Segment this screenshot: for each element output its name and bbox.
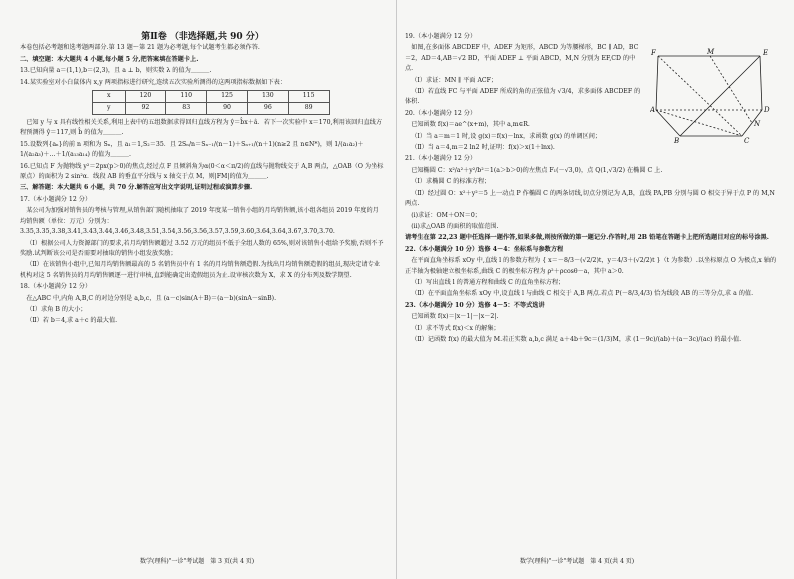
polyhedron-figure [650,48,772,144]
question-18-title: 18.（本小题满分 12 分） [20,283,92,291]
part-note: 本卷包括必考题和选考题两部分.第 13 题～第 21 题为必考题,每个试题考生都必须作答. [20,44,260,52]
table-cell: 96 [247,103,288,115]
question-23-part2: （Ⅱ）记函数 f(x) 的最大值为 M.若正实数 a,b,c 满足 a＋4b＋9c＝(1/3)M，求 (1－9c)/(ab)＋(a－3c)/(ac) 的最小值. [411,335,742,343]
figure-label: N [754,120,761,128]
question-21-part2i: (ⅰ)求证：OM＋ON＝0； [411,211,481,219]
question-18-text: 在△ABC 中,内角 A,B,C 的对边分别是 a,b,c，且 (a－c)sin(A＋B)＝(a－b)(sinA－sinB). [26,294,277,302]
table-cell: y [93,103,126,115]
left-page-footer: 数学(理科)"一诊"考试题 第 3 页(共 4 页) [140,558,255,565]
question-14-intro: 14.某实验室对小白鼠体内 x,y 两项指标进行研究,连续五次实验所测得的这两项指标数据如下表： [20,78,287,86]
question-14-text: 已知 y 与 x 具有线性相关关系,利用上表中的五组数据求得回归直线方程为 ŷ＝b̂x＋â．若下一次实验中 x＝170,利用该回归直线方程预测得 ŷ＝117,则 b̂ 的值为＿＿＿. [20,119,383,137]
question-15: 15.设数列{aₙ}的前 n 项和为 Sₙ，且 a₁＝1,S₂＝35．且 2Sₙ/n＝Sₙ₋₁/(n－1)＋Sₙ₊₁/(n＋1)(n≥2 且 n∈N*)，则 1/(a₁a₂)＋1/(a₂a₃)＋…＋1/(a₁₃a₁₄) 的值为＿＿＿. [20,140,364,159]
figure-label: A [650,106,656,114]
figure-label: B [674,137,680,144]
table-row [93,91,330,103]
question-21-part2ii: (ⅱ)求△OAB 的面积的取值范围. [411,222,499,230]
question-16: 16.已知点 F 为抛物线 y²＝2px(p＞0)的焦点,经过点 F 且倾斜角为α(0＜α＜π/2)的直线与抛物线交于 A,B 两点，△OAB（O 为坐标原点）的面积为 2 sin²α．线段 AB 的垂直平分线与 x 轴交于点 M，则|FM|的值为＿＿＿. [20,162,384,181]
question-22-part2: （Ⅱ）在平面直角坐标系 xOy 中,设直线 l 与曲线 C 相交于 A,B 两点.若点 P(－8/3,4/3) 恰为线段 AB 的三等分点,求 a 的值. [411,290,754,298]
question-17-title: 17.（本小题满分 12 分） [20,195,92,203]
table-cell: 89 [288,103,329,115]
part-title: 第Ⅱ卷 （非选择题,共 90 分） [141,32,264,42]
question-18-part1: （Ⅰ）求角 B 的大小； [26,305,87,313]
table-cell: 92 [125,103,166,115]
table-cell: 115 [288,91,329,103]
question-21-text: 已知椭圆 C：x²/a²＋y²/b²＝1(a＞b＞0)的左焦点 F₁(－√3,0)，点 Q(1,√3/2) 在椭圆 C 上. [411,166,663,174]
question-23-part1: （Ⅰ）求不等式 f(x)＜x 的解集； [411,324,500,332]
question-17-part2: （Ⅱ）在该销售小组中,已知月均销售额最高的 5 名销售员中有 1 名的月均销售额造假.为找出月均销售额造假的组员,现决定请专业机构对这 5 名销售员的月均销售额逐一进行审核,直到能确定出造假组员为止.设审核次数为 X，求 X 的分布列及数学期望. [20,261,380,279]
table-cell: 130 [247,91,288,103]
question-20-text: 已知函数 f(x)＝ae^(x+m)，其中 a,m∈R. [411,121,530,129]
data-table [92,90,330,115]
question-19-title: 19.（本小题满分 12 分） [405,33,477,40]
question-21-part2: （Ⅱ）经过圆 O：x²＋y²＝5 上一动点 P 作椭圆 C 的两条切线,切点分别记为 A,B，直线 PA,PB 分别与圆 O 相交于异于点 P 的 M,N 两点. [405,189,775,208]
question-23-title: 23.（本小题满分 10 分）选修 4－5：不等式选讲 [405,301,545,309]
table-cell: 110 [166,91,207,103]
question-22-title: 22.（本小题满分 10 分）选修 4－4：坐标系与参数方程 [405,245,564,253]
figure-label: D [764,106,770,114]
question-13: 13.已知向量 a＝(1,1),b＝(2,3)，且 a ⊥ b，则实数 λ 的值为＿＿＿. [20,67,212,75]
question-23-text: 已知函数 f(x)＝|x－1|－|x－2|. [411,313,499,321]
question-20-part1: （Ⅰ）当 a＝m＝1 时,设 g(x)＝f(x)－lnx，求函数 g(x) 的单调区间； [411,132,602,140]
page-fold-divider [396,0,397,579]
elective-note: 请考生在第 22,23 题中任选择一题作答,如果多做,则按所做的第一题记分.作答时,用 2B 铅笔在答题卡上把所选题目对应的标号涂黑. [405,234,769,242]
question-22-part1: （Ⅰ）写出直线 l 的普通方程和曲线 C 的直角坐标方程； [411,278,565,286]
question-19-text: 如图,在多面体 ABCDEF 中，ADEF 为矩形，ABCD 为等腰梯形，BC ∥ AD，BC＝2，AD＝4,AB＝√2 BD，平面 ADEF ⊥ 平面 ABCD，M,N 分别为 EF,CD 的中点. [405,44,639,73]
table-cell: 125 [207,91,248,103]
table-cell: x [93,91,126,103]
question-22-text: 在平面直角坐标系 xOy 中,直线 l 的参数方程为 { x＝－8/3－(√2/2)t，y＝4/3＋(√2/2)t }（t 为参数）.以坐标原点 O 为极点,x 轴的正半轴为极轴建立极坐标系,曲线 C 的极坐标方程为 ρ²＋ρcosθ－a，其中 a＞0. [405,257,777,275]
question-17-text: 某公司为加强对销售员的考核与管理,从销售部门随机抽取了 2019 年度某一销售小组的月均销售额,该小组各组员 2019 年度的月均销售额（单位：万元）分别为：3.35,3.35,3.38,3.41,3.43,3.44,3.46,3.48,3.51,3.54,3.56,3.56,3.57,3.59,3.60,3.64,3.64,3.67,3.70,3.70. [20,207,379,236]
section2-title: 二、填空题：本大题共 4 小题,每小题 5 分,把答案填在答题卡上. [20,55,199,63]
figure-label: E [763,49,769,57]
table-cell: 83 [166,103,207,115]
table-cell: 120 [125,91,166,103]
question-19-part1: （Ⅰ）求证：MN ∥ 平面 ACF； [411,76,498,84]
table-row [93,103,330,115]
question-18-part2: （Ⅱ）若 b＝4,求 a＋c 的最大值. [26,317,118,325]
figure-label: M [707,48,715,56]
figure-label: F [651,49,656,57]
right-page-footer: 数学(理科)"一诊"考试题 第 4 页(共 4 页) [520,558,635,565]
section3-title: 三、解答题：本大题共 6 小题，共 70 分.解答应写出文字说明,证明过程或演算步骤. [20,184,253,192]
question-20-title: 20.（本小题满分 12 分） [405,109,477,117]
left-page [20,32,385,328]
question-21-part1: （Ⅰ）求椭圆 C 的标准方程； [411,178,491,186]
table-cell: 90 [207,103,248,115]
question-20-part2: （Ⅱ）当 a＝4,m＝2 ln2 时,证明：f(x)＞x(1＋lnx). [411,144,555,152]
question-21-title: 21.（本小题满分 12 分） [405,155,477,163]
question-17-part1: （Ⅰ）根据公司人力资源部门的要求,若月均销售额超过 3.52 万元的组员不低于全组人数的 65%,则对该销售小组给予奖励,否则不予奖励.试判断该公司是否需要对抽取的销售小组发放奖励； [20,239,384,257]
figure-label: C [744,137,750,144]
question-19-part2: （Ⅱ）若直线 FC 与平面 ADEF 所成的角的正弦值为 √3/4，求多面体 ABCDEF 的体积. [405,88,641,106]
